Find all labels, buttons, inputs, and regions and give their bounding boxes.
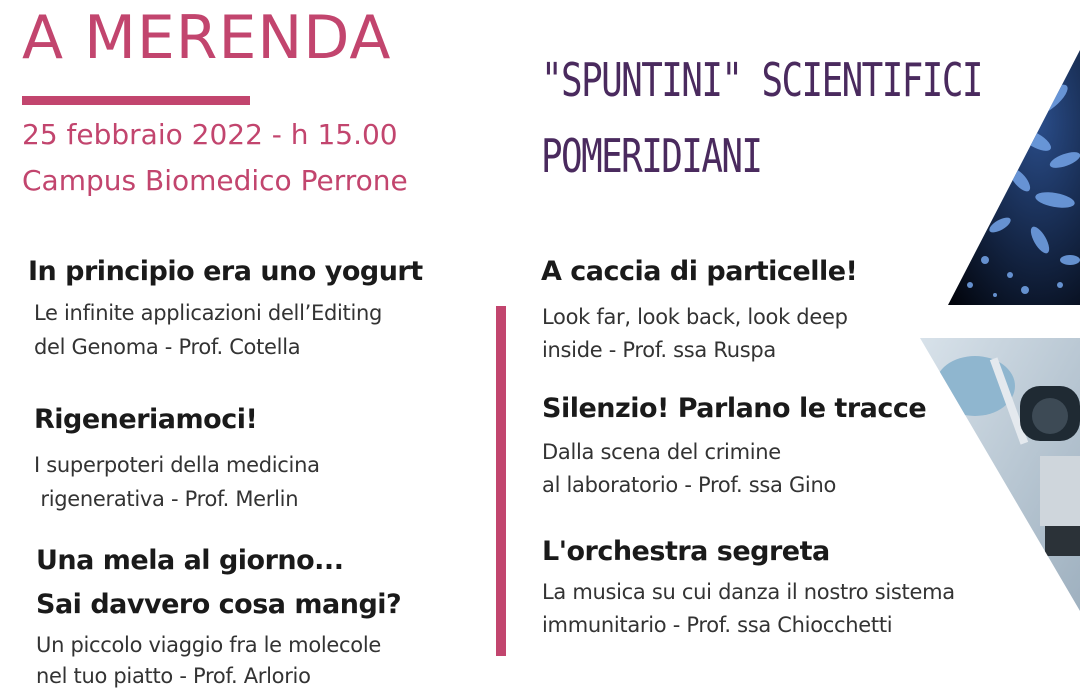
talk-title-particelle: A caccia di particelle!: [541, 256, 858, 287]
talk-desc-line: rigenerativa - Prof. Merlin: [34, 487, 299, 511]
talk-title-mela-line-1: Una mela al giorno...: [36, 545, 344, 576]
talk-desc-line: nel tuo piatto - Prof. Arlorio: [36, 664, 311, 688]
event-date: 25 febbraio 2022 - h 15.00: [22, 118, 398, 151]
talk-title-orchestra: L'orchestra segreta: [542, 536, 830, 567]
talk-title-yogurt: In principio era uno yogurt: [28, 256, 423, 287]
title-underline: [22, 96, 250, 105]
talk-desc-line: I superpoteri della medicina: [34, 453, 320, 477]
talk-desc-line: al laboratorio - Prof. ssa Gino: [542, 473, 837, 497]
event-place: Campus Biomedico Perrone: [22, 164, 408, 197]
event-title: A MERENDA: [22, 3, 392, 73]
bacteria-image: [940, 40, 1080, 310]
talk-desc-line: Un piccolo viaggio fra le molecole: [36, 633, 381, 657]
talk-desc-line: del Genoma - Prof. Cotella: [34, 335, 301, 359]
talk-desc-line: Look far, look back, look deep: [542, 305, 848, 329]
talk-title-mela-line-2: Sai davvero cosa mangi?: [36, 589, 402, 620]
talk-desc-line: inside - Prof. ssa Ruspa: [542, 338, 776, 362]
talk-desc-line: La musica su cui danza il nostro sistema: [542, 580, 955, 604]
talk-desc-line: immunitario - Prof. ssa Chiocchetti: [542, 613, 893, 637]
subtitle-line-2: POMERIDIANI: [541, 129, 762, 183]
talk-title-silenzio: Silenzio! Parlano le tracce: [542, 393, 927, 424]
talk-desc-line: Dalla scena del crimine: [542, 440, 781, 464]
column-divider: [496, 306, 506, 656]
subtitle-line-1: "SPUNTINI" SCIENTIFICI: [541, 53, 982, 107]
talk-desc-line: Le infinite applicazioni dell’Editing: [34, 301, 383, 325]
microscope-image: [920, 336, 1080, 616]
talk-title-rigeneriamoci: Rigeneriamoci!: [34, 404, 258, 435]
